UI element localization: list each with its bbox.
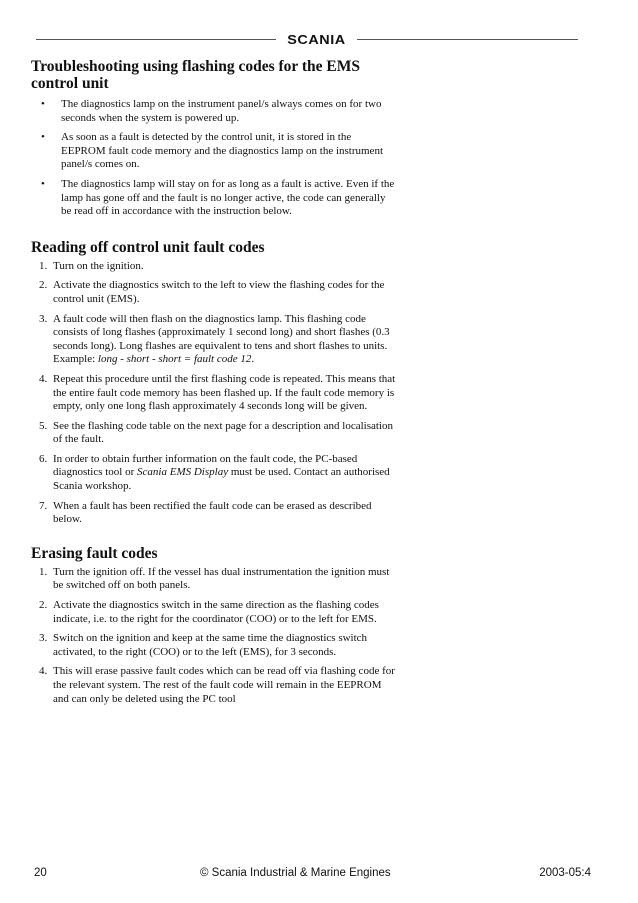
scania-logo: SCANIA [287, 33, 346, 47]
page-header [0, 30, 638, 50]
bullet-item: • The diagnostics lamp will stay on for as long as a fault is active. Even if the lamp has gone off and the fault is no longer active, the code can generally be read off in accordance with the instruction below. [41, 177, 395, 218]
step-item: 1. Turn on the ignition. [39, 259, 144, 272]
section-title-troubleshooting: Troubleshooting using flashing codes for the EMS control unit [31, 58, 361, 92]
step-item: 4. This will erase passive fault codes which can be read off via flashing code for the relevant system. The rest of the fault code will remain in the EEPROM and can only be deleted using the PC tool [39, 665, 395, 705]
step-item: 6. In order to obtain further information on the fault code, the PC-based diagnostics tool or Scania EMS Display must be used. Contact an authorised Scania workshop. [39, 452, 390, 493]
step-item: 2. Activate the diagnostics switch to the left to view the flashing codes for the control unit (EMS). [39, 279, 385, 305]
step-item: 2. Activate the diagnostics switch in the same direction as the flashing codes indicate, i.e. to the right for the coordinator (COO) or to the left for EMS. [39, 599, 379, 625]
page-footer [0, 867, 638, 883]
copyright-text: © Scania Industrial & Marine Engines [200, 867, 391, 879]
step-item: 4. Repeat this procedure until the first flashing code is repeated. This means that the entire fault code memory has been flashed up. If the fault code memory is empty, only one long flash approximately 4 seconds long will be given. [39, 372, 396, 413]
example-text: long - short - short = fault code 12 [97, 353, 252, 366]
header-rule-right [357, 39, 578, 40]
step-item: 3. A fault code will then flash on the diagnostics lamp. This flashing code consists of long flashes (approximately 1 second long) and short flashes (0.3 seconds long). Long flashes are equivalent to tens and short flashes to units. Example: long - short - short = fault code 12. [39, 312, 390, 366]
product-name: Scania EMS Display [137, 466, 229, 479]
page-content [31, 58, 396, 712]
bullet-item: • As soon as a fault is detected by the control unit, it is stored in the EEPROM fault code memory and the diagnostics lamp on the instrument panel/s comes on. [41, 131, 383, 171]
step-item: 3. Switch on the ignition and keep at the same time the diagnostics switch activated, to the right (COO) or to the left (EMS), for 3 seconds. [39, 632, 368, 658]
example-label: Example: [53, 353, 96, 366]
step-item: 5. See the flashing code table on the next page for a description and localisation of the fault. [39, 419, 393, 446]
section-title-reading-codes: Reading off control unit fault codes [31, 238, 265, 256]
page-number: 20 [34, 867, 47, 879]
section-title-erasing-codes: Erasing fault codes [31, 544, 158, 562]
erasing-steps [31, 566, 396, 706]
troubleshooting-bullets [31, 98, 396, 219]
reading-steps [31, 260, 396, 527]
bullet-icon: • [41, 177, 45, 190]
header-rule-left [36, 39, 276, 40]
document-date: 2003-05:4 [539, 867, 591, 879]
step-item: 7. When a fault has been rectified the fault code can be erased as described below. [39, 499, 372, 526]
bullet-icon: • [41, 131, 45, 144]
bullet-item: • The diagnostics lamp on the instrument panel/s always comes on for two seconds when the system is powered up. [41, 98, 382, 124]
step-item: 1. Turn the ignition off. If the vessel has dual instrumentation the ignition must be switched off on both panels. [39, 565, 390, 592]
bullet-icon: • [41, 98, 45, 110]
